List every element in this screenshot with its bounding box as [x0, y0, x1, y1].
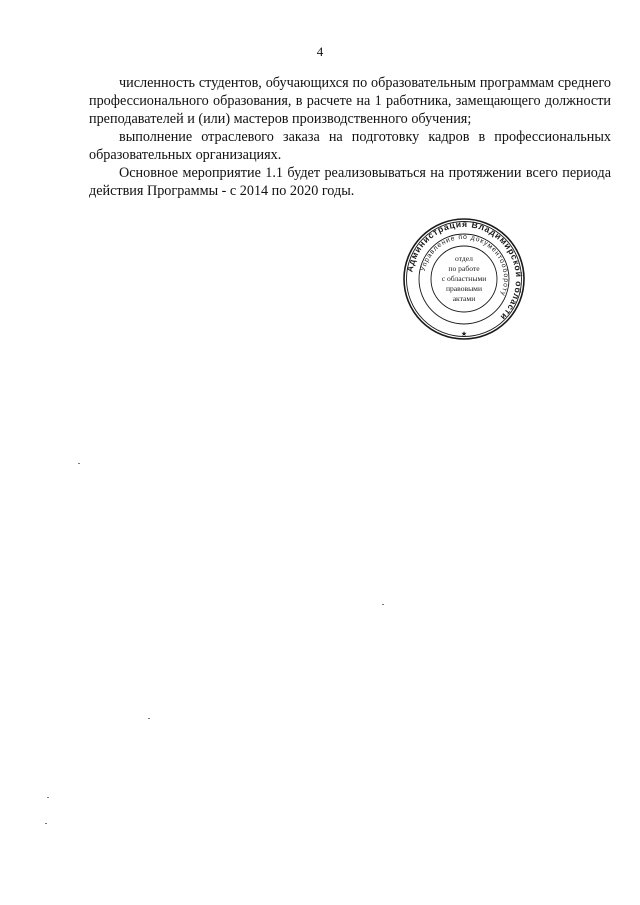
scan-speck	[148, 718, 150, 719]
stamp-center-line: правовыми	[445, 284, 483, 293]
stamp-inner-text: Управление по документообороту	[419, 233, 510, 298]
scan-speck	[47, 797, 49, 798]
scan-speck	[382, 604, 384, 605]
paragraph-students-count: численность студентов, обучающихся по образовательным программам среднего профессионального образования, в расчете на 1 работника, замещающего должности преподавателей и (или) мастеров производственного обучения;	[89, 75, 611, 127]
stamp-center-line: по работе	[448, 264, 480, 273]
paragraph-main-activity: Основное мероприятие 1.1 будет реализовываться на протяжении всего периода действия Программы - с 2014 по 2020 годы.	[89, 165, 611, 199]
document-body	[89, 74, 611, 200]
scan-speck	[45, 823, 47, 824]
stamp-star-icon: ★	[460, 330, 468, 338]
stamp-center-line: отдел	[455, 254, 473, 263]
stamp-center-line: актами	[452, 294, 476, 303]
stamp-center-line: с областными	[441, 274, 487, 283]
official-stamp	[402, 218, 526, 340]
scan-speck	[78, 463, 80, 464]
stamp-outer-text: Администрация Владимирской области	[404, 218, 525, 323]
page-number: 4	[316, 44, 324, 59]
stamp-graphic	[402, 218, 526, 340]
paragraph-sector-order: выполнение отраслевого заказа на подготовку кадров в профессиональных образовательных организациях.	[89, 129, 611, 163]
